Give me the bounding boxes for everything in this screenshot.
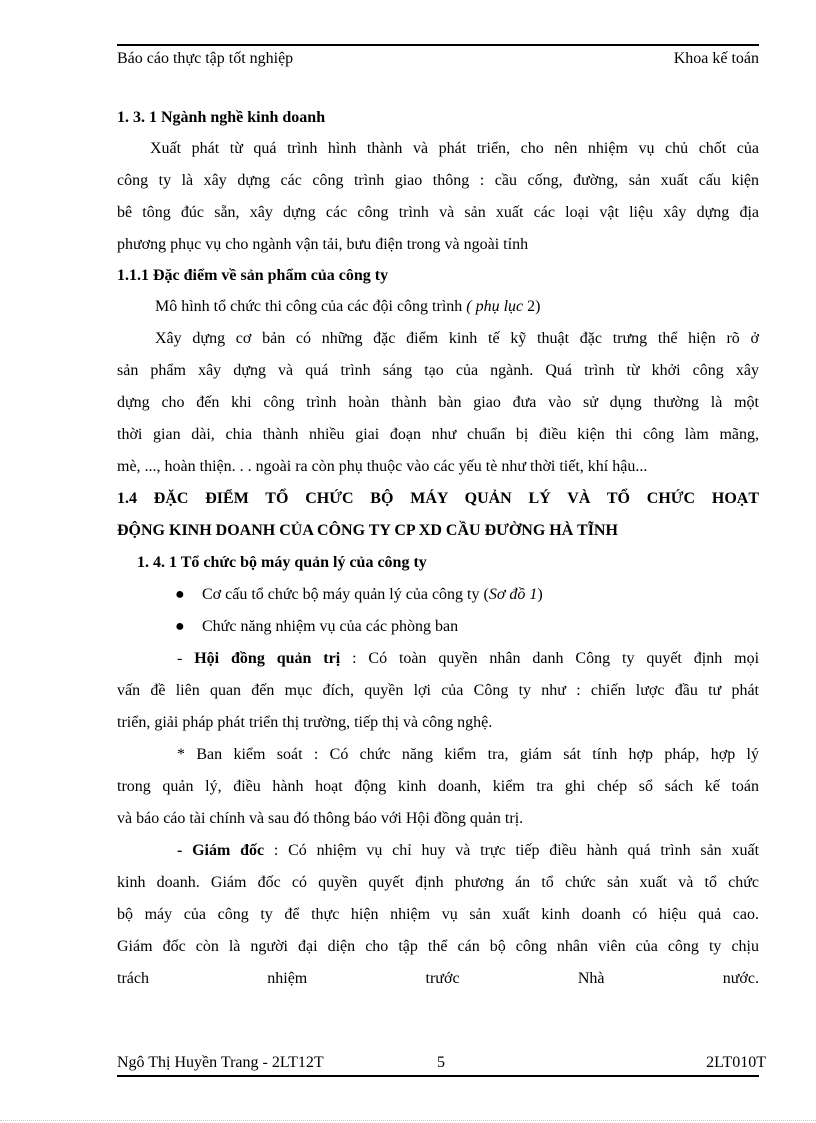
paragraph-line: sản phẩm xây dựng và quá trình sáng tạo của ngành. Quá trình từ khởi công xây (117, 362, 759, 379)
director-term: - Giám đốc (177, 842, 265, 859)
paragraph-line: bê tông đúc sẵn, xây dựng các công trình và sản xuất các loại vật liệu xây dựng địa (117, 204, 759, 221)
paragraph-line: và báo cáo tài chính và sau đó thông báo với Hội đồng quản trị. (117, 810, 524, 827)
board-term: Hội đồng quản trị (194, 650, 341, 667)
section-1-4-1-title: 1. 4. 1 Tổ chức bộ máy quản lý của công ty (137, 554, 427, 571)
section-1-4-title-line: 1.4 ĐẶC ĐIỂM TỔ CHỨC BỘ MÁY QUẢN LÝ VÀ TỔ CHỨC HOẠT (117, 490, 759, 507)
paragraph-line: mè, ..., hoàn thiện. . . ngoài ra còn phụ thuộc vào các yếu tè như thời tiết, khí hậu... (117, 458, 648, 475)
paragraph-line: vấn đề liên quan đến mục đích, quyền lợi của Công ty như : chiến lược đầu tư phát (117, 682, 759, 699)
page-edge-divider (0, 1120, 816, 1121)
bullet-tail: ) (537, 586, 543, 603)
bullet-icon: ● (175, 586, 185, 603)
page-body (117, 103, 759, 995)
bullet-icon: ● (175, 618, 185, 635)
paragraph-line: triển, giải pháp phát triển thị trường, tiếp thị và công nghệ. (117, 714, 493, 731)
paragraph-line: Giám đốc còn là người đại diện cho tập thể cán bộ công nhân viên của công ty chịu (117, 938, 759, 955)
paragraph-line: dựng cho đến khi công trình hoàn thành bàn giao đưa vào sử dụng thường là một (117, 394, 759, 411)
section-1-4-title-line: ĐỘNG KINH DOANH CỦA CÔNG TY CP XD CẦU ĐƯỜNG HÀ TĨNH (117, 522, 618, 539)
section-1-3-1-title: 1. 3. 1 Ngành nghề kinh doanh (117, 109, 326, 126)
footer-rule (117, 1075, 759, 1077)
paragraph-line: phương phục vụ cho ngành vận tải, bưu điện trong và ngoài tỉnh (117, 236, 529, 253)
paragraph-line: Xây dựng cơ bản có những đặc điểm kinh tế kỹ thuật đặc trưng thể hiện rõ ở (155, 330, 759, 347)
diagram-ref: Sơ đồ 1 (488, 586, 538, 603)
bullet-item (117, 579, 759, 611)
model-reference-line (117, 291, 759, 323)
model-text: Mô hình tổ chức thi công của các đội công trình (155, 298, 467, 315)
bullet-text: Chức năng nhiệm vụ của các phòng ban (202, 618, 459, 635)
appendix-ref: ( phụ lục (466, 298, 528, 315)
header-right: Khoa kế toán (673, 50, 759, 67)
bullet-item (117, 611, 759, 643)
footer-right: 2LT010T (706, 1054, 766, 1071)
bullet-text: Cơ cấu tổ chức bộ máy quản lý của công ty ( (202, 586, 489, 603)
director-paragraph-first-line: - Giám đốc : Có nhiệm vụ chỉ huy và trực tiếp điều hành quá trình sản xuất (177, 842, 760, 859)
footer-left: Ngô Thị Huyền Trang - 2LT12T (117, 1054, 324, 1071)
section-1-1-1-title: 1.1.1 Đặc điểm về sản phẩm của công ty (117, 267, 389, 284)
paragraph-line: Xuất phát từ quá trình hình thành và phát triển, cho nên nhiệm vụ chủ chốt của (150, 140, 759, 157)
appendix-number: 2) (527, 298, 541, 315)
paragraph-line: trách nhiệm trước Nhà nước. (117, 970, 759, 987)
header-left: Báo cáo thực tập tốt nghiệp (117, 50, 294, 67)
paragraph-line: thời gian dài, chia thành nhiều giai đoạn như chuẩn bị điều kiện thi công làm mãng, (117, 426, 759, 443)
paragraph-line: bộ máy của công ty để thực hiện nhiệm vụ sản xuất kinh doanh có hiệu quả cao. (117, 906, 759, 923)
paragraph-line: kinh doanh. Giám đốc có quyền quyết định phương án tổ chức sản xuất và tổ chức (117, 874, 759, 891)
board-paragraph-first-line: - Hội đồng quản trị : Có toàn quyền nhân danh Công ty quyết định mọi (177, 650, 760, 667)
page-number: 5 (437, 1054, 445, 1071)
paragraph-line: trong quản lý, điều hành hoạt động kinh doanh, kiểm tra ghi chép sổ sách kế toán (117, 778, 759, 795)
header-rule (117, 44, 759, 46)
paragraph-line: công ty là xây dựng các công trình giao thông : cầu cống, đường, sản xuất cấu kiện (117, 172, 759, 189)
supervisory-paragraph-first-line: * Ban kiểm soát : Có chức năng kiểm tra, giám sát tính hợp pháp, hợp lý (177, 746, 759, 763)
